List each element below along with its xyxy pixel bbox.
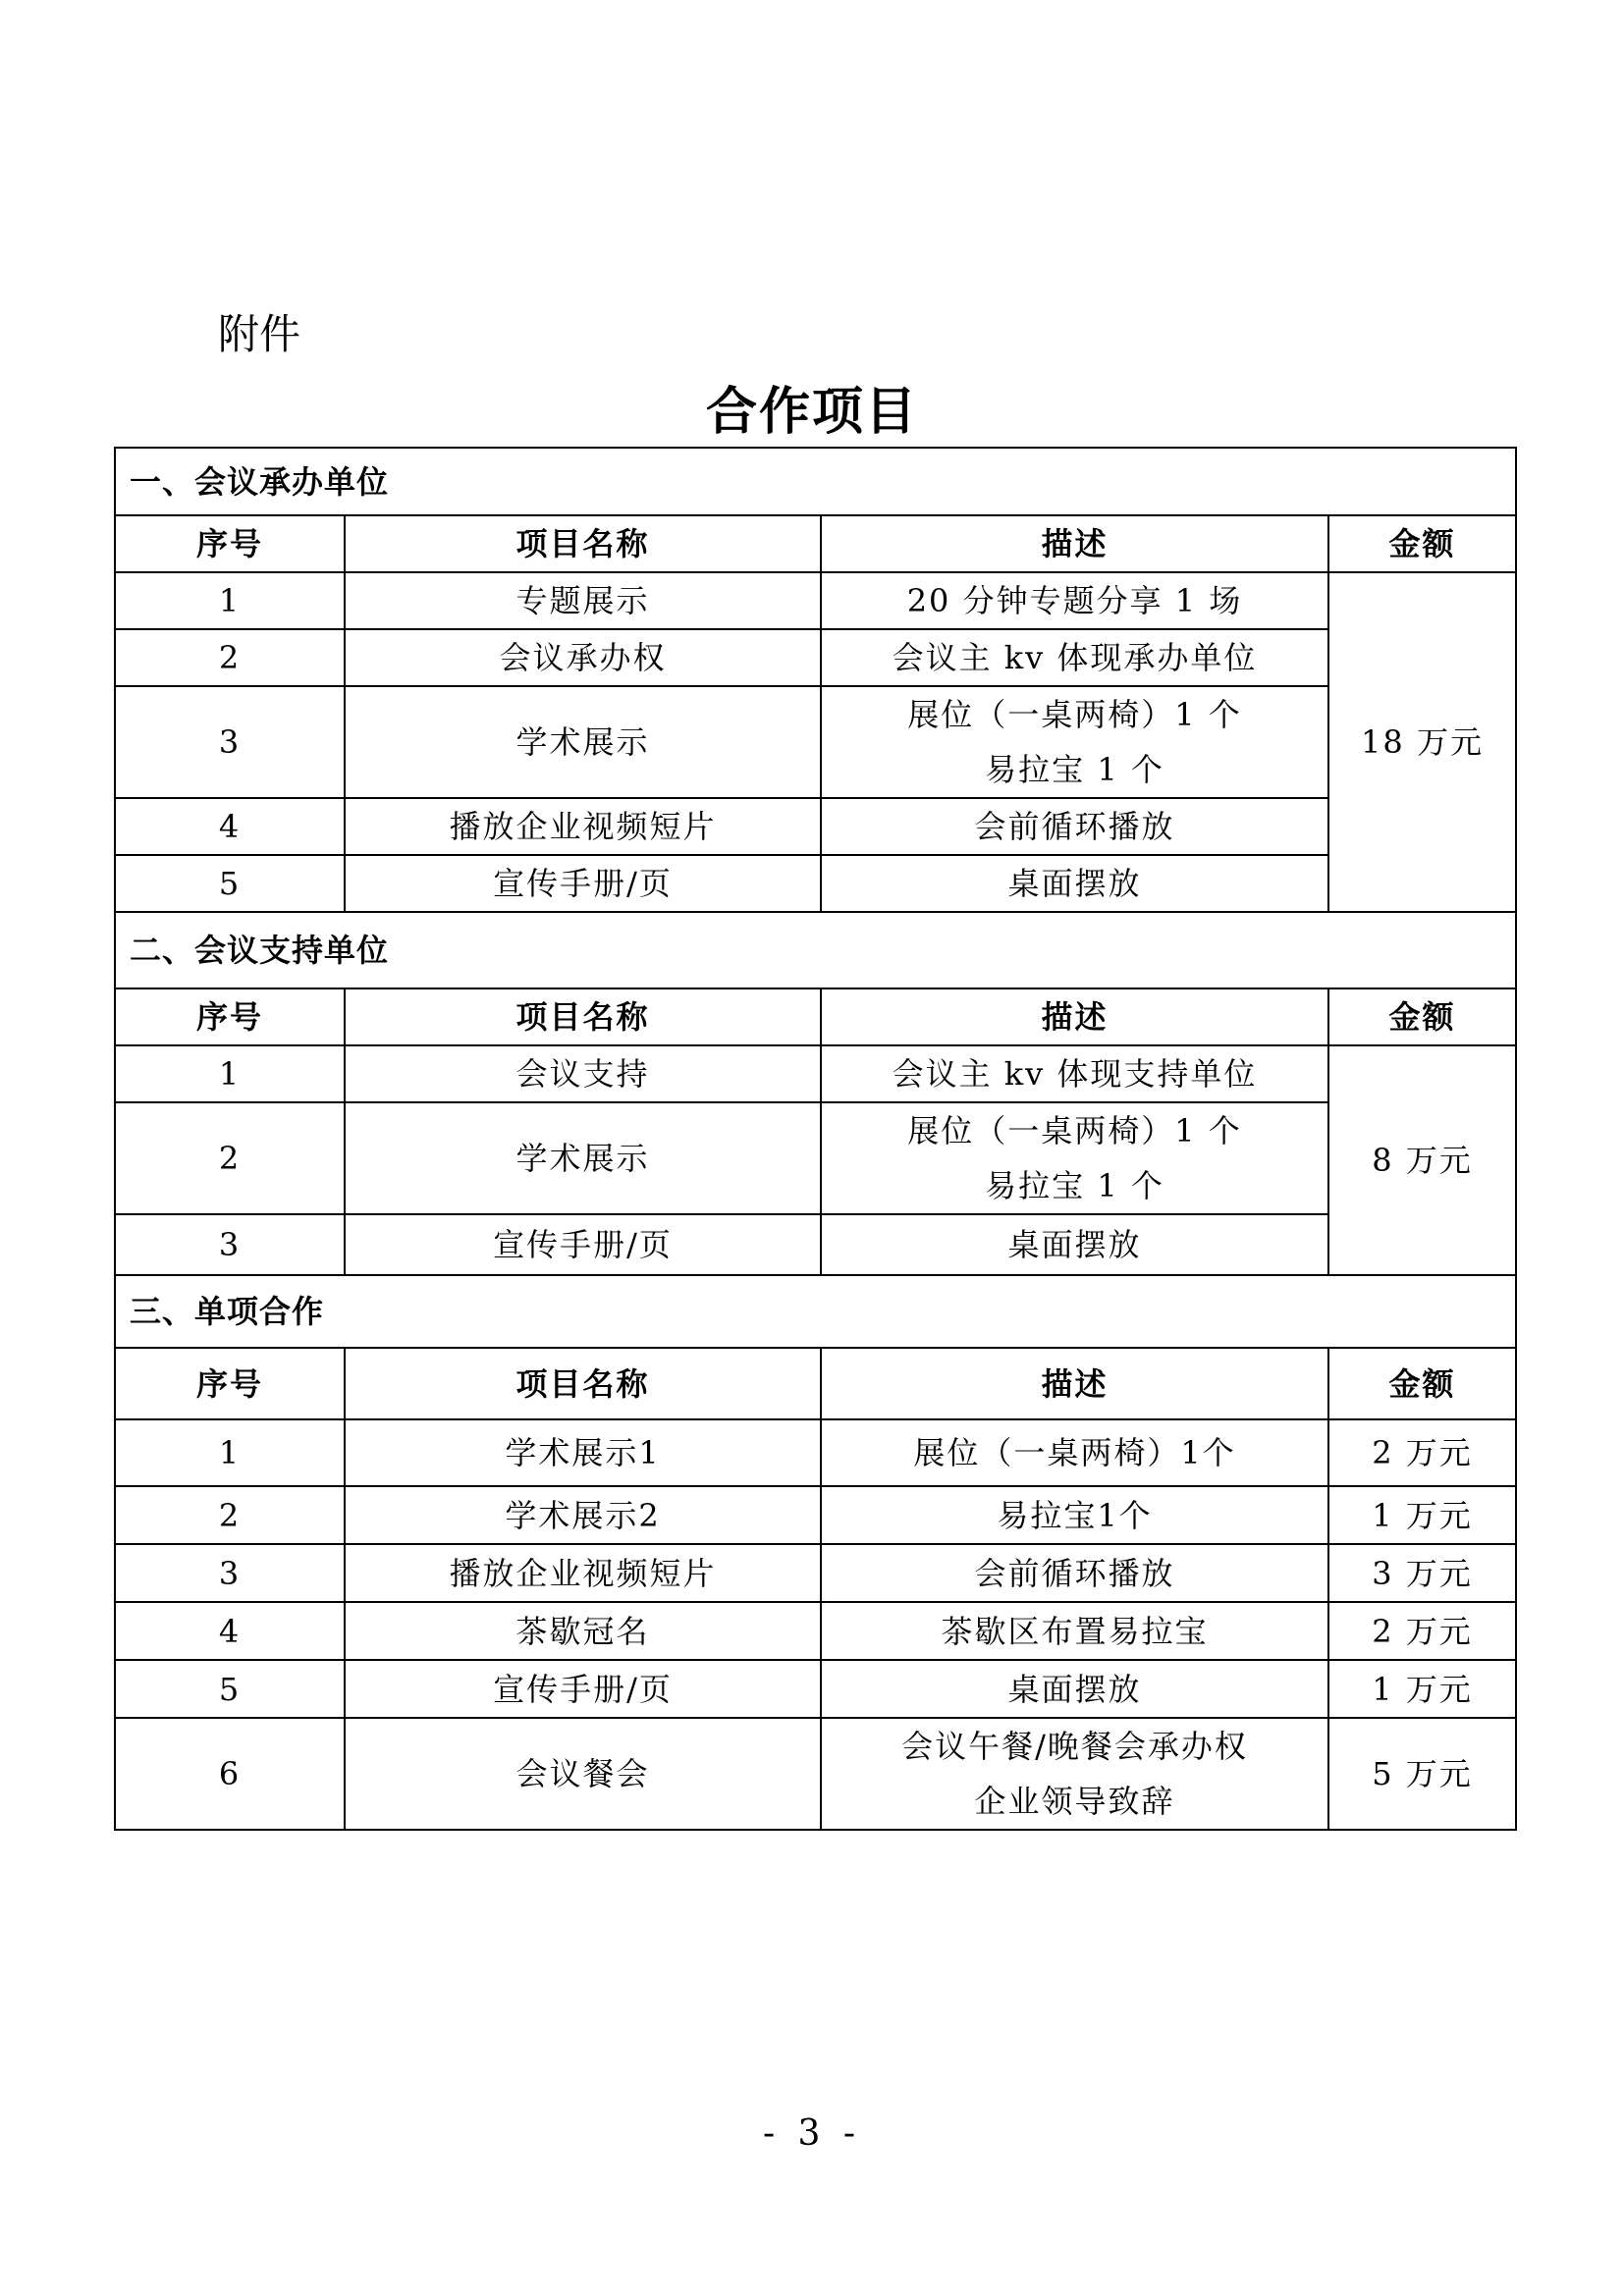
item-description — [821, 1718, 1328, 1830]
attachment-label: 附件 — [218, 310, 301, 358]
table-row — [115, 1718, 1516, 1830]
section-heading: 一、会议承办单位 — [115, 448, 1516, 515]
document-title: 合作项目 — [705, 383, 918, 442]
table-row — [115, 798, 1516, 855]
item-description: 20 分钟专题分享 1 场 — [821, 572, 1328, 629]
row-number: 2 — [115, 1486, 345, 1544]
table-row — [115, 1544, 1516, 1602]
item-name: 学术展示1 — [345, 1419, 821, 1486]
row-number: 1 — [115, 1045, 345, 1102]
section-heading: 三、单项合作 — [115, 1275, 1516, 1348]
row-number: 2 — [115, 629, 345, 686]
table-row — [115, 1214, 1516, 1275]
item-amount: 1 万元 — [1328, 1486, 1516, 1544]
item-description: 茶歇区布置易拉宝 — [821, 1602, 1328, 1660]
item-name: 学术展示 — [345, 686, 821, 798]
item-amount: 2 万元 — [1328, 1602, 1516, 1660]
item-name: 播放企业视频短片 — [345, 798, 821, 855]
item-description — [821, 1102, 1328, 1214]
column-header-desc: 描述 — [821, 1348, 1328, 1419]
row-number: 1 — [115, 572, 345, 629]
item-name: 学术展示 — [345, 1102, 821, 1214]
cooperation-table — [114, 447, 1517, 1831]
table-row — [115, 686, 1516, 798]
table-row — [115, 629, 1516, 686]
item-name: 会议支持 — [345, 1045, 821, 1102]
item-description: 桌面摆放 — [821, 855, 1328, 912]
item-name: 宣传手册/页 — [345, 1660, 821, 1718]
item-name: 专题展示 — [345, 572, 821, 629]
row-number: 4 — [115, 798, 345, 855]
item-description: 桌面摆放 — [821, 1660, 1328, 1718]
item-name: 会议餐会 — [345, 1718, 821, 1830]
item-amount: 1 万元 — [1328, 1660, 1516, 1718]
description-line: 展位（一桌两椅）1 个 — [907, 1112, 1242, 1149]
row-number: 6 — [115, 1718, 345, 1830]
column-header-desc: 描述 — [821, 515, 1328, 572]
item-name: 宣传手册/页 — [345, 1214, 821, 1275]
description-line: 企业领导致辞 — [974, 1783, 1175, 1820]
table-row — [115, 572, 1516, 629]
description-line: 展位（一桌两椅）1 个 — [907, 696, 1242, 733]
item-amount: 2 万元 — [1328, 1419, 1516, 1486]
item-amount: 18 万元 — [1328, 572, 1516, 912]
table-row — [115, 855, 1516, 912]
item-description: 会前循环播放 — [821, 798, 1328, 855]
item-description: 会议主 kv 体现支持单位 — [821, 1045, 1328, 1102]
item-amount: 5 万元 — [1328, 1718, 1516, 1830]
row-number: 3 — [115, 1544, 345, 1602]
table-row — [115, 1486, 1516, 1544]
column-header-no: 序号 — [115, 1348, 345, 1419]
item-amount: 3 万元 — [1328, 1544, 1516, 1602]
item-description: 会前循环播放 — [821, 1544, 1328, 1602]
item-name: 学术展示2 — [345, 1486, 821, 1544]
description-line: 易拉宝 1 个 — [985, 751, 1164, 788]
item-description: 桌面摆放 — [821, 1214, 1328, 1275]
description-line: 易拉宝 1 个 — [985, 1167, 1164, 1204]
item-amount: 8 万元 — [1328, 1045, 1516, 1275]
page-number: - 3 - — [762, 2113, 862, 2154]
description-line: 会议午餐/晚餐会承办权 — [901, 1728, 1248, 1765]
column-header-name: 项目名称 — [345, 515, 821, 572]
item-name: 会议承办权 — [345, 629, 821, 686]
table-row — [115, 1602, 1516, 1660]
item-name: 宣传手册/页 — [345, 855, 821, 912]
row-number: 3 — [115, 1214, 345, 1275]
row-number: 1 — [115, 1419, 345, 1486]
item-name: 播放企业视频短片 — [345, 1544, 821, 1602]
row-number: 2 — [115, 1102, 345, 1214]
column-header-name: 项目名称 — [345, 988, 821, 1045]
column-header-amount: 金额 — [1328, 988, 1516, 1045]
column-header-desc: 描述 — [821, 988, 1328, 1045]
item-description: 会议主 kv 体现承办单位 — [821, 629, 1328, 686]
row-number: 3 — [115, 686, 345, 798]
row-number: 5 — [115, 1660, 345, 1718]
column-header-name: 项目名称 — [345, 1348, 821, 1419]
column-header-amount: 金额 — [1328, 515, 1516, 572]
column-header-no: 序号 — [115, 988, 345, 1045]
item-description: 易拉宝1个 — [821, 1486, 1328, 1544]
table-row — [115, 1419, 1516, 1486]
table-row — [115, 1045, 1516, 1102]
section-heading: 二、会议支持单位 — [115, 912, 1516, 988]
column-header-no: 序号 — [115, 515, 345, 572]
item-name: 茶歇冠名 — [345, 1602, 821, 1660]
column-header-amount: 金额 — [1328, 1348, 1516, 1419]
table-row — [115, 1102, 1516, 1214]
item-description — [821, 686, 1328, 798]
row-number: 5 — [115, 855, 345, 912]
row-number: 4 — [115, 1602, 345, 1660]
item-description: 展位（一桌两椅）1个 — [821, 1419, 1328, 1486]
table-row — [115, 1660, 1516, 1718]
